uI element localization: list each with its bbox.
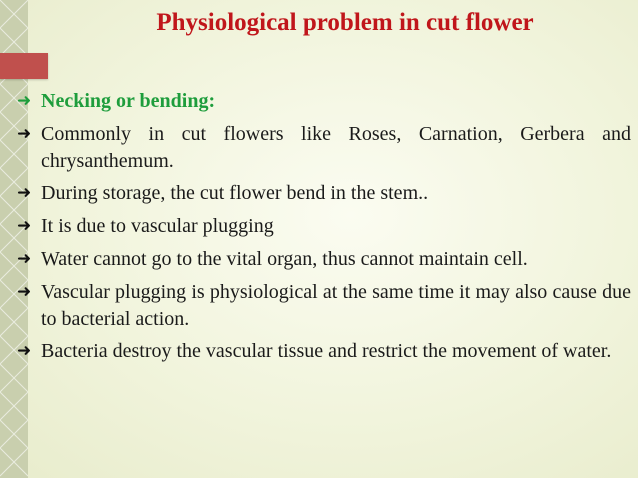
- arrow-right-icon: ➜: [17, 91, 32, 111]
- bullet-text: Bacteria destroy the vascular tissue and restrict the movement of water.: [41, 340, 612, 362]
- bullet-item: [17, 178, 631, 208]
- bullet-text: It is due to vascular plugging: [41, 215, 274, 237]
- arrow-right-icon: ➜: [17, 341, 32, 361]
- bullet-item: [17, 86, 631, 116]
- arrow-right-icon: ➜: [17, 124, 32, 144]
- bullet-item: [17, 336, 631, 366]
- bullet-text: During storage, the cut flower bend in the stem..: [41, 182, 429, 204]
- bullet-text: Water cannot go to the vital organ, thus cannot maintain cell.: [41, 248, 528, 270]
- bullet-heading: Necking or bending:: [41, 90, 216, 112]
- bullet-item: [17, 244, 631, 274]
- arrow-right-icon: ➜: [17, 282, 32, 302]
- bullet-item: [17, 277, 631, 333]
- arrow-right-icon: ➜: [17, 249, 32, 269]
- accent-tab: [0, 53, 48, 79]
- bullet-text: Commonly in cut flowers like Roses, Carnation, Gerbera and chrysanthemum.: [41, 123, 631, 172]
- bullet-item: [17, 119, 631, 175]
- bullet-item: [17, 211, 631, 241]
- bullet-text: Vascular plugging is physiological at the same time it may also cause due to bacterial action.: [41, 281, 631, 330]
- arrow-right-icon: ➜: [17, 183, 32, 203]
- bullet-list: [17, 86, 631, 369]
- arrow-right-icon: ➜: [17, 216, 32, 236]
- slide-title: Physiological problem in cut flower: [156, 9, 534, 36]
